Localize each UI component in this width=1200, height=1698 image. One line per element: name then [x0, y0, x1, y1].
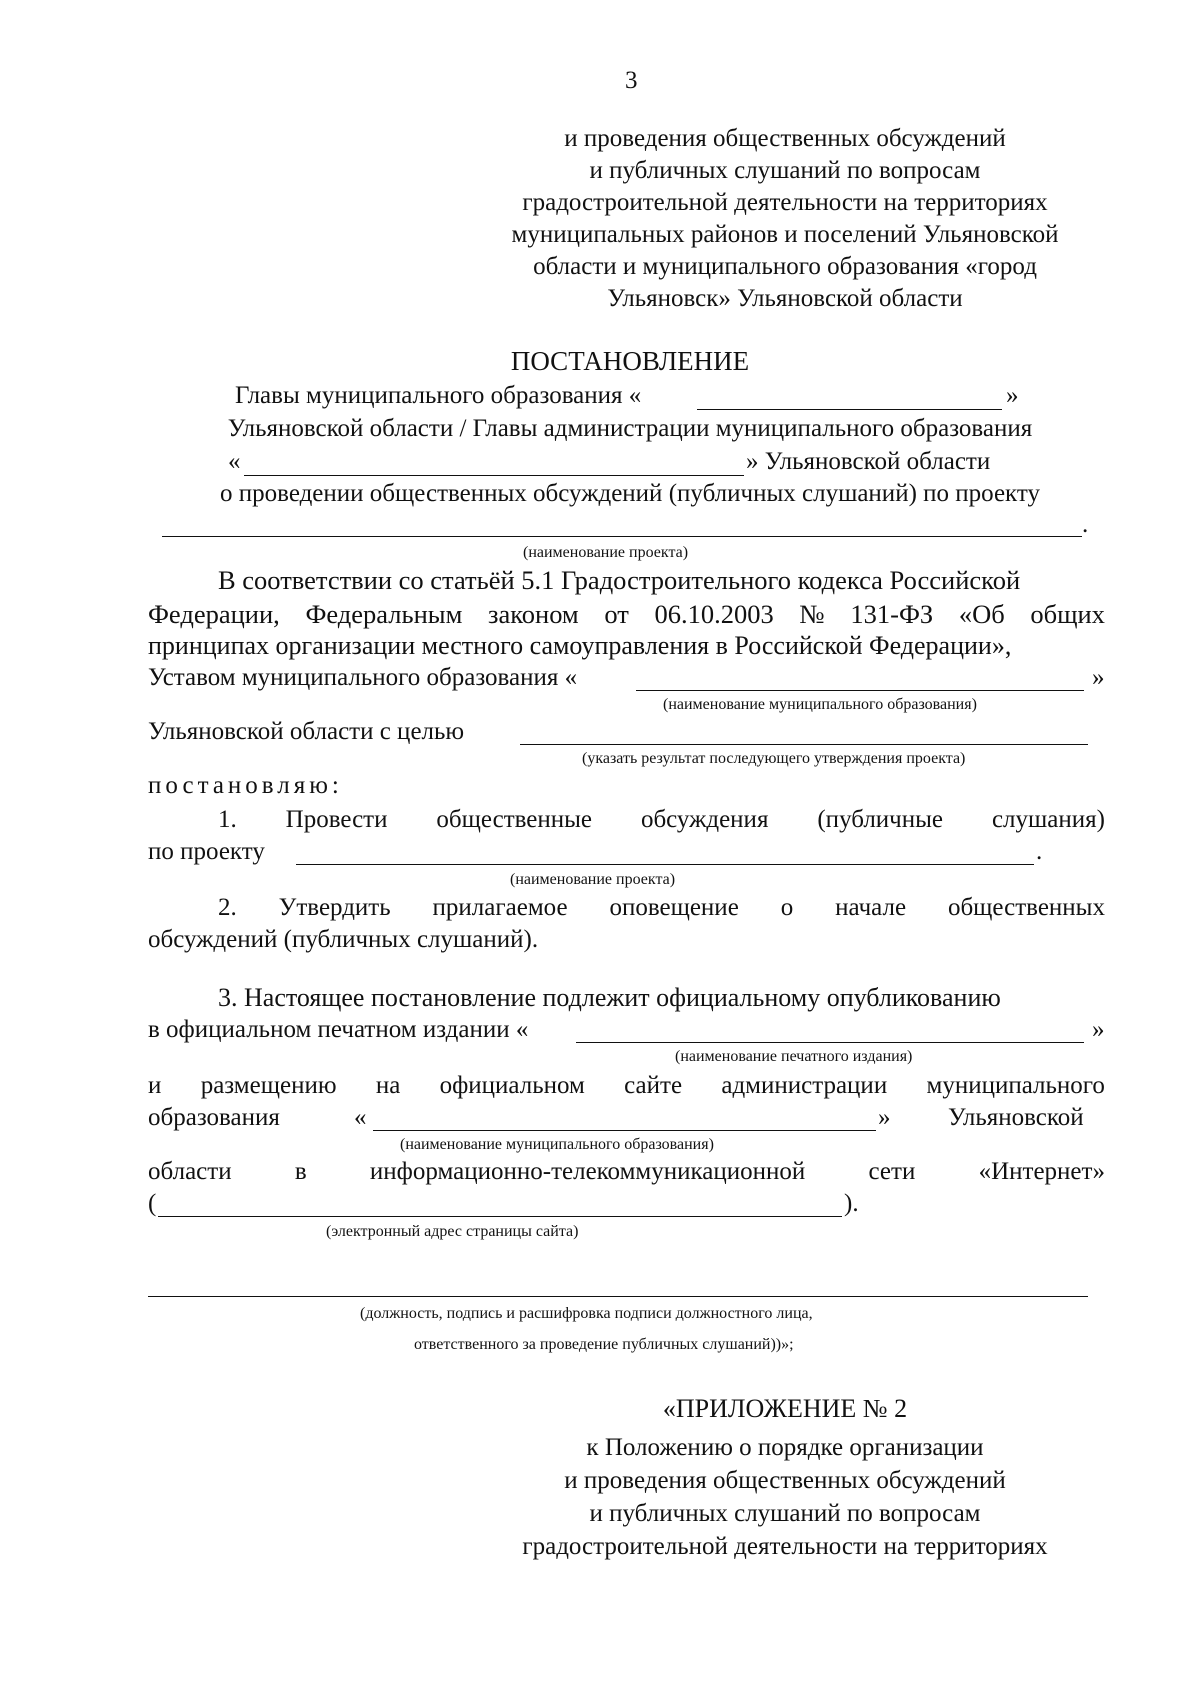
text-fragment: официальном — [439, 1072, 585, 1099]
text-fragment: области — [148, 1158, 232, 1185]
appendix-line: к Положению о порядке организации — [586, 1434, 984, 1461]
caption-signature-1: (должность, подпись и расшифровка подписи должностного лица, — [360, 1305, 813, 1322]
text-fragment: информационно-телекоммуникационной — [369, 1158, 806, 1185]
text-fragment: Утвердить — [278, 894, 391, 921]
body-line-justified — [148, 599, 1105, 629]
item2-line-1 — [218, 893, 1105, 923]
appendix-line: градостроительной деятельности на территориях — [522, 1533, 1048, 1560]
text-fragment: в — [294, 1158, 307, 1185]
body-line: В соответствии со статьёй 5.1 Градостроительного кодекса Российской — [218, 565, 1021, 595]
text-fragment: общественные — [436, 806, 593, 833]
body-line-4b: » — [1092, 664, 1105, 691]
caption-municipality-name: (наименование муниципального образования) — [663, 696, 977, 713]
header-line: области и муниципального образования «город — [533, 253, 1037, 280]
text-fragment: и — [148, 1072, 162, 1099]
blank-site-municipality — [373, 1130, 876, 1131]
item3-line-4c: » — [878, 1104, 891, 1131]
decree-word: постановляю: — [148, 772, 343, 799]
text-fragment: на — [375, 1072, 401, 1099]
text-fragment: обсуждения — [640, 806, 769, 833]
text-fragment: (публичные — [817, 806, 944, 833]
blank-municipality — [697, 409, 1002, 410]
text-fragment: начале — [835, 894, 907, 921]
text-fragment: муниципального — [926, 1072, 1105, 1099]
item3-line-4a: образования — [148, 1104, 280, 1131]
text-fragment: сайте — [624, 1072, 683, 1099]
text-fragment: законом — [488, 599, 579, 629]
subtitle-line-2: Ульяновской области / Главы администрации муниципального образования — [227, 415, 1033, 442]
subtitle-line-5-period: . — [1082, 511, 1089, 538]
body-line: принципах организации местного самоуправления в Российской Федерации», — [148, 631, 1012, 660]
header-line: Ульяновск» Ульяновской области — [607, 285, 963, 312]
text-fragment: размещению — [200, 1072, 337, 1099]
blank-administration — [244, 475, 744, 476]
caption-project-name: (наименование проекта) — [523, 544, 689, 561]
text-fragment: слушания) — [991, 806, 1105, 833]
text-fragment: «Интернет» — [978, 1158, 1105, 1185]
header-line: муниципальных районов и поселений Ульяновской — [511, 221, 1059, 248]
text-fragment: общественных — [947, 894, 1105, 921]
item1-line-2a: по проекту — [148, 838, 265, 865]
subtitle-line-4: о проведении общественных обсуждений (публичных слушаний) по проекту — [220, 480, 1040, 507]
text-fragment: Провести — [285, 806, 388, 833]
item3-line-1: 3. Настоящее постановление подлежит официальному опубликованию — [218, 983, 1001, 1012]
subtitle-line-1a: Главы муниципального образования « — [235, 382, 642, 409]
header-line: и публичных слушаний по вопросам — [589, 157, 981, 184]
text-fragment: № — [799, 599, 825, 629]
text-fragment: от — [604, 599, 629, 629]
caption-signature-2: ответственного за проведение публичных слушаний))»; — [414, 1336, 794, 1353]
text-fragment: 1. — [218, 806, 237, 833]
caption-municipality-name-2: (наименование муниципального образования) — [400, 1136, 714, 1153]
appendix-line: и проведения общественных обсуждений — [564, 1467, 1006, 1494]
blank-site-address — [158, 1216, 842, 1217]
header-line: градостроительной деятельности на территориях — [522, 189, 1048, 216]
caption-project-name-2: (наименование проекта) — [510, 871, 676, 888]
item1-line-1 — [218, 805, 1105, 835]
text-fragment: администрации — [721, 1072, 888, 1099]
text-fragment: общих — [1030, 599, 1105, 629]
text-fragment: Федерации, — [148, 599, 280, 629]
blank-project-name-2 — [296, 864, 1034, 865]
text-fragment: прилагаемое — [432, 894, 568, 921]
document-title: ПОСТАНОВЛЕНИЕ — [510, 346, 750, 376]
body-line-4a: Уставом муниципального образования « — [148, 664, 578, 691]
body-line-5: Ульяновской области с целью — [148, 718, 465, 745]
text-fragment: 131-ФЗ — [850, 599, 934, 629]
text-fragment: сети — [868, 1158, 916, 1185]
item3-line-6a: ( — [148, 1190, 157, 1217]
blank-project-name — [162, 536, 1082, 537]
item2-line-2: обсуждений (публичных слушаний). — [148, 926, 539, 953]
subtitle-line-3b: » Ульяновской области — [746, 448, 991, 475]
appendix-line: и публичных слушаний по вопросам — [589, 1500, 981, 1527]
appendix-title: «ПРИЛОЖЕНИЕ № 2 — [662, 1394, 908, 1423]
text-fragment: «Об — [958, 599, 1005, 629]
caption-site-address: (электронный адрес страницы сайта) — [326, 1223, 579, 1240]
item3-line-2b: » — [1092, 1016, 1105, 1043]
item3-line-2a: в официальном печатном издании « — [148, 1016, 529, 1043]
page-number: 3 — [625, 67, 638, 94]
item3-line-5 — [148, 1157, 1105, 1187]
text-fragment: о — [780, 894, 794, 921]
blank-print-edition — [576, 1042, 1084, 1043]
text-fragment: оповещение — [609, 894, 739, 921]
item1-line-2b: . — [1036, 838, 1043, 865]
text-fragment: 06.10.2003 — [654, 599, 774, 629]
subtitle-line-1b: » — [1006, 382, 1019, 409]
blank-charter-municipality — [636, 690, 1084, 691]
caption-result: (указать результат последующего утверждения проекта) — [582, 750, 966, 767]
item3-line-6b: ). — [844, 1190, 859, 1217]
blank-signature — [148, 1296, 1088, 1297]
item3-line-4d: Ульяновской — [948, 1104, 1084, 1131]
text-fragment: 2. — [218, 894, 237, 921]
item3-line-4b: « — [354, 1104, 367, 1131]
subtitle-line-3a: « — [228, 448, 241, 475]
caption-print-edition: (наименование печатного издания) — [675, 1048, 913, 1065]
header-line: и проведения общественных обсуждений — [564, 125, 1006, 152]
text-fragment: Федеральным — [305, 599, 463, 629]
item3-line-3 — [148, 1071, 1105, 1101]
blank-purpose — [520, 744, 1088, 745]
